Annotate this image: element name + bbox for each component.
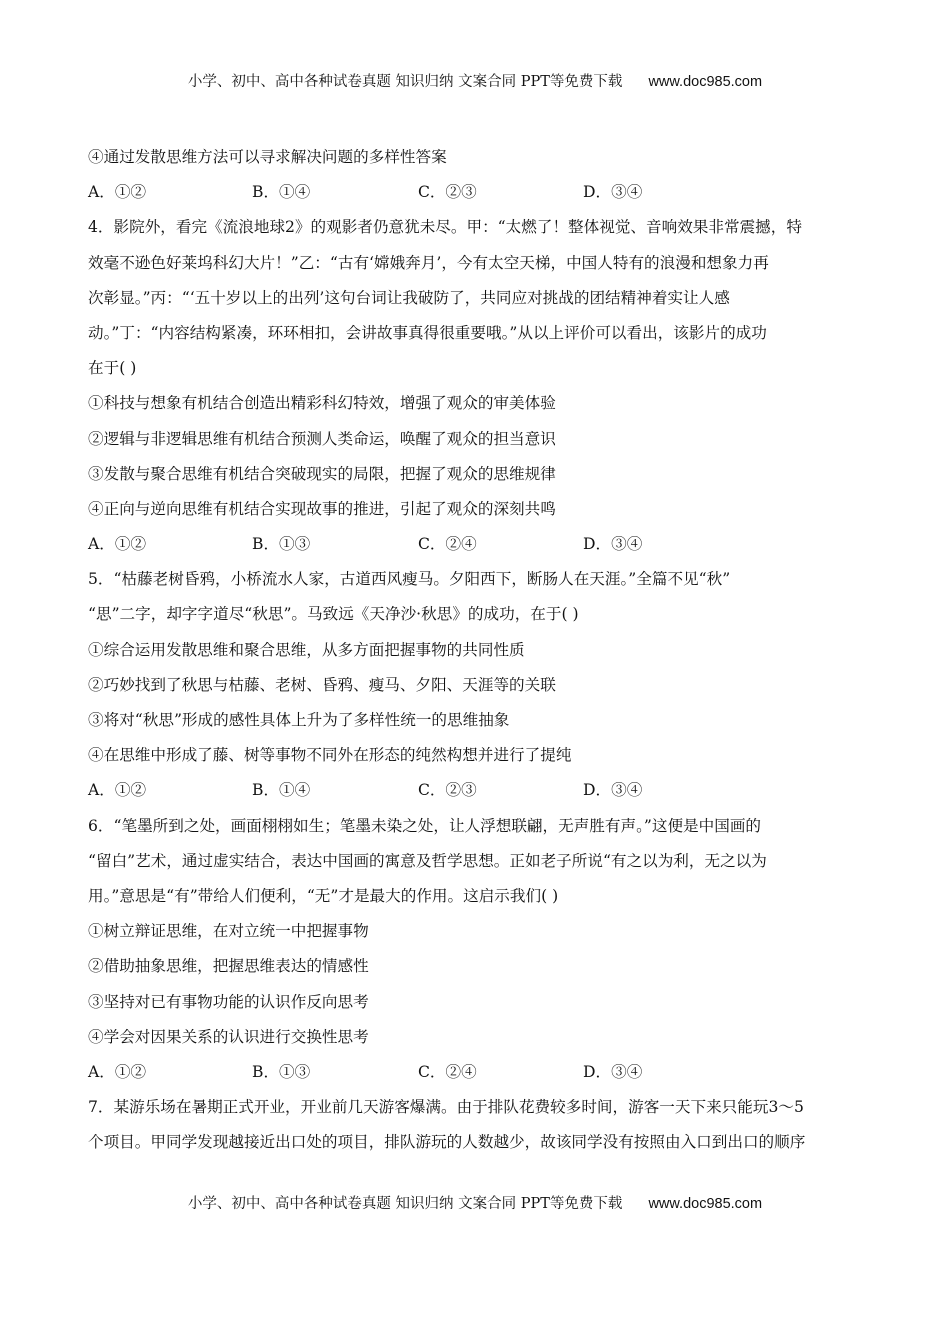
page-footer [0, 1192, 950, 1213]
text-line: 4．影院外，看完《流浪地球2》的观影者仍意犹未尽。甲：“太燃了！整体视觉、音响效果非常震撼，特 [88, 218, 802, 237]
text-line: ①树立辩证思维，在对立统一中把握事物 [88, 922, 369, 941]
option-c: C．②④ [418, 1062, 477, 1081]
option-a: A．①② [88, 183, 147, 202]
option-d: D．③④ [583, 1062, 643, 1081]
text-line: 效毫不逊色好莱坞科幻大片！”乙：“古有‘嫦娥奔月’，今有太空天梯，中国人特有的浪漫和想象力再 [88, 253, 769, 272]
text-line: 动。”丁：“内容结构紧凑，环环相扣，会讲故事真得很重要哦。”从以上评价可以看出，该影片的成功 [88, 323, 767, 342]
answer-options [88, 175, 863, 210]
option-a: A．①② [88, 535, 147, 554]
option-b: B．①③ [252, 1062, 311, 1081]
answer-options [88, 1055, 863, 1090]
footer-url[interactable]: www.doc985.com [648, 1196, 763, 1212]
answer-options [88, 527, 863, 562]
footer-text: 小学、初中、高中各种试卷真题 知识归纳 文案合同 PPT等免费下载 [187, 1196, 623, 1212]
text-line: 用。”意思是“有”带给人们便利，“无”才是最大的作用。这启示我们( ) [88, 886, 559, 905]
text-line: ③将对“秋思”形成的感性具体上升为了多样性统一的思维抽象 [88, 711, 510, 729]
option-d: D．③④ [583, 183, 643, 202]
text-line: ②逻辑与非逻辑思维有机结合预测人类命运，唤醒了观众的担当意识 [88, 429, 556, 448]
text-line: ④通过发散思维方法可以寻求解决问题的多样性答案 [88, 148, 447, 166]
option-b: B．①④ [252, 781, 311, 800]
header-url[interactable]: www.doc985.com [648, 74, 763, 90]
text-line: ②借助抽象思维，把握思维表达的情感性 [88, 957, 369, 976]
exam-content [88, 140, 863, 1160]
page-header [0, 70, 950, 91]
text-line: 在于( ) [88, 359, 137, 378]
text-line: 个项目。甲同学发现越接近出口处的项目，排队游玩的人数越少，故该同学没有按照由入口到出口的顺序 [88, 1133, 806, 1152]
text-line: “留白”艺术，通过虚实结合，表达中国画的寓意及哲学思想。正如老子所说“有之以为利，无之以为 [88, 851, 767, 870]
text-line: ④正向与逆向思维有机结合实现故事的推进，引起了观众的深刻共鸣 [88, 499, 556, 518]
text-line: 7．某游乐场在暑期正式开业，开业前几天游客爆满。由于排队花费较多时间，游客一天下来只能玩3～5 [88, 1098, 804, 1117]
answer-options [88, 773, 863, 808]
text-line: ②巧妙找到了秋思与枯藤、老树、昏鸦、瘦马、夕阳、天涯等的关联 [88, 675, 556, 694]
option-a: A．①② [88, 1062, 147, 1081]
text-line: “思”二字，却字字道尽“秋思”。马致远《天净沙·秋思》的成功，在于( ) [88, 605, 579, 624]
option-b: B．①④ [252, 183, 311, 202]
text-line: 6．“笔墨所到之处，画面栩栩如生；笔墨未染之处，让人浮想联翩，无声胜有声。”这便是中国画的 [88, 816, 762, 835]
text-line: ④学会对因果关系的认识进行交换性思考 [88, 1027, 369, 1046]
text-line: ①综合运用发散思维和聚合思维，从多方面把握事物的共同性质 [88, 640, 525, 659]
header-text: 小学、初中、高中各种试卷真题 知识归纳 文案合同 PPT等免费下载 [187, 74, 623, 90]
text-line: 5．“枯藤老树昏鸦，小桥流水人家，古道西风瘦马。夕阳西下，断肠人在天涯。”全篇不见“秋” [88, 570, 731, 589]
text-line: 次彰显。”丙：“‘五十岁以上的出列’这句台词让我破防了，共同应对挑战的团结精神着实让人感 [88, 288, 730, 307]
text-line: ④在思维中形成了藤、树等事物不同外在形态的纯然构想并进行了提纯 [88, 746, 572, 765]
option-c: C．②③ [418, 781, 477, 800]
option-d: D．③④ [583, 781, 643, 800]
option-c: C．②③ [418, 183, 477, 202]
option-b: B．①③ [252, 535, 311, 554]
text-line: ③坚持对已有事物功能的认识作反向思考 [88, 992, 369, 1011]
option-a: A．①② [88, 781, 147, 800]
option-d: D．③④ [583, 535, 643, 554]
text-line: ①科技与想象有机结合创造出精彩科幻特效，增强了观众的审美体验 [88, 394, 556, 413]
text-line: ③发散与聚合思维有机结合突破现实的局限，把握了观众的思维规律 [88, 464, 556, 483]
option-c: C．②④ [418, 535, 477, 554]
